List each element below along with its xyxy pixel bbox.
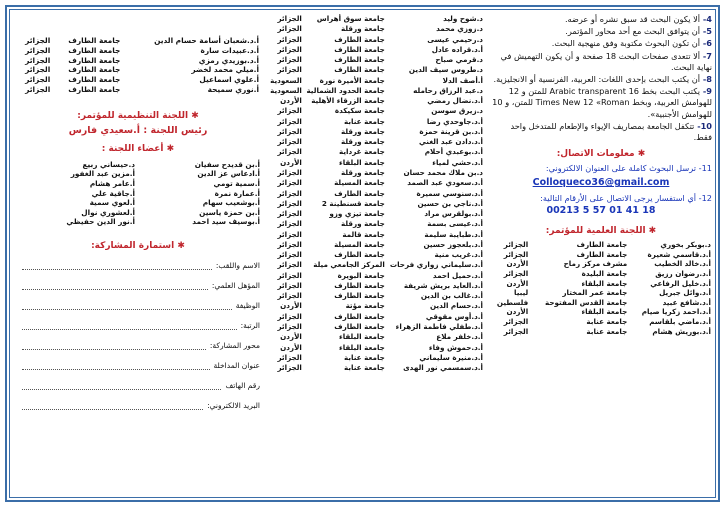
member-name: أ.د.قراده عادل: [431, 44, 483, 54]
condition-number: 7-: [700, 50, 712, 61]
form-row: [22, 341, 260, 350]
form-field-blank[interactable]: [22, 283, 208, 290]
member-name: أ.د.عيسى بسمة: [427, 219, 483, 229]
member-name: د.عبد الرزاق رحامله: [413, 85, 483, 95]
column-left: [16, 14, 260, 496]
member-country: الأردن: [280, 96, 302, 106]
member-country: الجزائر: [25, 84, 51, 94]
member-country: الجزائر: [503, 240, 529, 250]
condition-text: أن يتوافق البحث مع أحد محاور المؤتمر.: [565, 26, 701, 37]
member-country: الجزائر: [277, 352, 302, 362]
member-country: الجزائر: [277, 250, 302, 260]
member-name: أ.د.خلفر ملاع: [436, 332, 483, 342]
member-country: السعودية: [270, 85, 302, 95]
table-row: [268, 65, 484, 75]
table-row: [268, 291, 484, 301]
member-name: أ.د.حميل احمد: [432, 270, 483, 280]
form-field-label: رقم الهاتف: [225, 380, 260, 390]
member-country: فلسطين: [496, 297, 529, 307]
member-name: أ.د.سليماني زواري فرحات: [389, 260, 483, 270]
table-row: [268, 96, 484, 106]
member-institution: جامعة الطارف: [334, 291, 385, 301]
committee-member: أ.بوسيف سيد احمد: [192, 217, 260, 227]
member-institution: جامعة البليدة: [581, 269, 628, 279]
member-name: أ.د.غريب منية: [434, 250, 483, 260]
table-row: [268, 209, 484, 219]
member-name: أ.ميلي محمد لخضر: [191, 65, 259, 75]
scientific-committee-continued-left-table: [16, 36, 260, 95]
member-name: أ.د.بولقرس مراد: [424, 209, 483, 219]
member-country: الجزائر: [503, 269, 529, 279]
member-country: الجزائر: [277, 55, 302, 65]
member-institution: جامعة البويرة: [337, 270, 385, 280]
member-institution: جامعة قسنطينة 2: [321, 198, 385, 208]
committee-member: د.حيساني ربيع: [82, 159, 135, 169]
star-icon: ✱: [648, 226, 657, 237]
form-row: [22, 401, 260, 410]
table-row: [268, 332, 484, 342]
table-row: [268, 137, 484, 147]
condition-text: ألا يكون البحث قد سبق نشره أو عرضه.: [564, 14, 701, 24]
condition-number: 9-: [700, 86, 712, 97]
committee-members-header: ✱ أعضاء اللجنة :: [101, 143, 175, 154]
table-row: [268, 45, 484, 55]
committee-member: أ.بوشعيب سهام: [202, 198, 260, 208]
member-country: السعودية: [270, 75, 302, 85]
member-country: الجزائر: [25, 65, 51, 75]
contact-phone: 00213 5 57 01 41 18: [546, 205, 656, 217]
member-name: أ.د.العايد بريش شريفة: [403, 280, 483, 290]
scientific-committee-table: [490, 240, 712, 336]
member-name: أ.د.شافع عبيد: [662, 297, 711, 307]
member-country: الجزائر: [277, 260, 302, 270]
condition-item: [490, 26, 712, 37]
member-country: الجزائر: [277, 24, 302, 34]
table-row: [268, 312, 484, 322]
table-row: [268, 343, 484, 353]
star-icon: ✱: [166, 143, 175, 154]
member-institution: جامعة الطارف: [334, 44, 385, 54]
member-name: أ.د.قاسمي شعيرة: [647, 249, 711, 259]
condition-text: ألا تتعدى صفحات البحث 18 صفحة و أن يكون التهميش في نهاية البحث.: [500, 50, 712, 72]
member-institution: جامعة القدس المفتوحة: [544, 297, 628, 307]
member-country: الجزائر: [277, 137, 302, 147]
table-row: [268, 322, 484, 332]
condition-number: 5-: [700, 26, 712, 37]
table-row: [490, 317, 712, 327]
member-country: الجزائر: [25, 55, 51, 65]
star-icon: ✱: [177, 240, 185, 251]
form-field-label: محور المشاركة:: [209, 340, 260, 350]
member-name: د.بوبكر بخوري: [660, 240, 711, 250]
table-row: [490, 269, 712, 279]
member-name: أ.د.خالد الخطيب: [654, 259, 711, 269]
member-name: د.شوح وليد: [443, 14, 483, 23]
member-institution: جامعة الطارف: [334, 34, 385, 44]
form-field-blank[interactable]: [22, 263, 212, 270]
member-name: أ.د.احمد زكريا صيام: [641, 307, 711, 317]
member-country: الجزائر: [277, 167, 302, 177]
member-name: أ.د.أوس مقوقي: [425, 311, 483, 321]
member-country: ليبيا: [514, 288, 529, 298]
table-row: [268, 281, 484, 291]
committee-member: أ.بن قديدح سفيان: [194, 159, 260, 169]
form-field-blank[interactable]: [22, 383, 221, 390]
contact-email-link[interactable]: Colloqueco36@gmail.com: [532, 177, 670, 189]
form-row: [22, 321, 260, 330]
member-institution: جامعة عمر المختار: [562, 288, 628, 298]
table-row: [490, 307, 712, 317]
condition-text: يكتب البحث بخط Arabic transparent 16 للمتن و 12 للهوامش العربية، وبخط Times New 12 «Roman للمتن، و 10 للهوامش الأجنبية».: [492, 86, 712, 119]
member-institution: جامعة ورقلة: [340, 137, 385, 147]
condition-item: [490, 74, 712, 85]
table-row: [268, 35, 484, 45]
member-name: أ.د.دادن عبد الغني: [418, 137, 483, 147]
committee-member: أ.بن حمزة ياسين: [199, 207, 260, 217]
member-name: أ.د.غالب بن الدين: [420, 291, 483, 301]
committee-members-list: [16, 160, 260, 227]
committee-member: أ.مزين عبد الغفور: [70, 169, 135, 179]
table-row: [16, 36, 260, 46]
committee-member: أ.نور الدين حفيظي: [66, 217, 135, 227]
committee-member: أ.عامر هشام: [89, 178, 135, 188]
member-name: أ.د.بوريش هشام: [652, 326, 711, 336]
member-institution: المركز الجامعي ميلة: [313, 260, 385, 270]
member-name: د.زوزي محمد: [436, 24, 483, 34]
member-institution: جامعة الطارف: [68, 84, 121, 94]
form-field-blank[interactable]: [22, 323, 237, 330]
condition-item: [490, 121, 712, 143]
table-row: [268, 76, 484, 86]
member-name: أ.د.حسام الدين: [429, 301, 483, 311]
member-country: الجزائر: [277, 321, 302, 331]
member-country: الجزائر: [277, 44, 302, 54]
table-row: [268, 158, 484, 168]
form-row: [22, 381, 260, 390]
member-country: الجزائر: [277, 126, 302, 136]
member-institution: جامعة الطارف: [576, 240, 628, 250]
table-row: [490, 240, 712, 250]
condition-number: 4-: [700, 14, 712, 24]
star-icon: ✱: [191, 110, 199, 121]
table-row: [268, 117, 484, 127]
member-country: الجزائر: [25, 75, 51, 85]
member-institution: جامعة المسيلة: [334, 239, 385, 249]
member-name: أ.د.رضوان رزيق: [655, 269, 711, 279]
member-country: الجزائر: [277, 291, 302, 301]
table-row: [16, 46, 260, 56]
member-country: الجزائر: [277, 363, 302, 373]
member-institution: جامعة عنابة: [343, 363, 385, 373]
table-row: [268, 14, 484, 24]
table-row: [268, 363, 484, 373]
organizing-committee-header: ✱ اللجنة التنظيمية للمؤتمر:: [77, 110, 199, 121]
table-row: [16, 65, 260, 75]
table-row: [268, 178, 484, 188]
member-country: الجزائر: [277, 311, 302, 321]
member-name: أ.د.بوزيدي رمزي: [198, 55, 259, 65]
contact-line-11: 11- ترسل البحوث كاملة على العنوان الالكتروني:: [545, 163, 712, 174]
member-country: الجزائر: [277, 65, 302, 75]
table-row: [268, 219, 484, 229]
member-country: الجزائر: [503, 249, 529, 259]
member-country: الجزائر: [277, 270, 302, 280]
table-row: [16, 56, 260, 66]
member-name: أ.د.بلعجوز حسين: [423, 239, 483, 249]
member-institution: جامعة غرداية: [339, 147, 385, 157]
member-institution: مشرف مركز رماح: [563, 259, 628, 269]
member-institution: جامعة الطارف: [576, 249, 628, 259]
member-institution: جامعة الأميرة نورة: [319, 75, 385, 85]
member-name: د.بن ملاك محمد حسان: [403, 167, 483, 177]
table-row: [490, 250, 712, 260]
member-institution: جامعة الطارف: [68, 55, 121, 65]
star-icon: ✱: [637, 149, 646, 160]
committee-member: أ.لعوي سمية: [89, 198, 135, 208]
condition-text: تتكفل الجامعة بمصاريف الإيواء والإطعام للمتدخل واحد فقط.: [510, 120, 712, 143]
member-name: أ.د.نضال رمضي: [427, 96, 483, 106]
table-row: [268, 250, 484, 260]
member-institution: جامعة المسيلة: [334, 178, 385, 188]
condition-item: [490, 86, 712, 120]
form-field-blank[interactable]: [22, 303, 232, 310]
member-institution: جامعة مؤتة: [345, 301, 385, 311]
form-field-label: الوظيفة: [235, 300, 260, 310]
table-row: [268, 353, 484, 363]
member-institution: جامعة الطارف: [334, 188, 385, 198]
table-row: [16, 85, 260, 95]
form-field-label: البريد الالكتروني:: [207, 400, 260, 410]
member-country: الجزائر: [277, 178, 302, 188]
condition-number: 10-: [694, 120, 712, 131]
member-name: أ.د.شعبان أسامة حسام الدين: [154, 36, 259, 45]
member-name: د.رحيمي عيسى: [427, 34, 483, 44]
member-institution: جامعة الزرقاء الأهلية: [311, 96, 385, 106]
member-name: أ.د.خليل الرفاعي: [650, 278, 711, 288]
participation-form-header: ✱ استمارة المشاركة:: [91, 240, 185, 251]
form-field-label: الرتبة:: [240, 320, 260, 330]
member-institution: جامعة الطارف: [334, 280, 385, 290]
member-name: د.طروس سيف الدين: [408, 65, 483, 75]
member-country: الأردن: [280, 332, 302, 342]
contact-header: ✱ معلومات الاتصال:: [556, 149, 646, 160]
member-name: أ.د.ماضي بلقاسم: [649, 316, 711, 326]
table-row: [490, 288, 712, 298]
member-name: أ.علوي اسماعيل: [199, 75, 259, 85]
table-row: [268, 260, 484, 270]
member-name: أ.د.جاوحدي رضا: [426, 116, 483, 126]
contact-line-12: 12- أي استفسار يرجى الاتصال على الأرقام التالية:: [540, 193, 712, 204]
member-institution: جامعة البلقاء: [581, 278, 628, 288]
member-institution: جامعة عنابة: [586, 326, 628, 336]
table-row: [268, 199, 484, 209]
participation-form: [16, 261, 260, 410]
member-name: أ.د.منيرة سليماني: [419, 352, 483, 362]
table-row: [490, 259, 712, 269]
member-name: أ.د.سمسمي نور الهدى: [403, 363, 483, 373]
condition-number: 6-: [700, 38, 712, 49]
member-country: الأردن: [506, 278, 529, 288]
member-name: أ.د.وائل جبريل: [659, 288, 711, 298]
member-country: الجزائر: [277, 116, 302, 126]
member-institution: جامعة الطارف: [68, 65, 121, 75]
table-row: [268, 271, 484, 281]
member-name: أ.د.سعودي عبد الصمد: [407, 178, 483, 188]
member-name: أ.د.سنوسي سميرة: [416, 188, 483, 198]
table-row: [490, 279, 712, 289]
form-field-label: المؤهل العلمي:: [211, 280, 260, 290]
member-institution: جامعة البلقاء: [339, 342, 385, 352]
member-institution: جامعة البلقاء: [339, 157, 385, 167]
table-row: [268, 230, 484, 240]
member-country: الجزائر: [25, 45, 51, 55]
member-name: أ.د.ناجي بن حسين: [417, 198, 483, 208]
condition-item: [490, 51, 712, 73]
condition-item: [490, 38, 712, 49]
member-country: الأردن: [506, 307, 529, 317]
member-institution: جامعة الطارف: [68, 45, 121, 55]
member-institution: جامعة الحدود الشمالية: [306, 85, 385, 95]
committee-member: أ.لعشوري نوال: [81, 207, 135, 217]
member-institution: جامعة ورقلة: [340, 126, 385, 136]
committee-member: أ.سمية تومي: [213, 178, 260, 188]
member-country: الجزائر: [277, 106, 302, 116]
member-country: الجزائر: [277, 34, 302, 44]
member-name: أ.د.طبايبة سليمة: [424, 229, 483, 239]
form-row: [22, 361, 260, 370]
member-country: الجزائر: [277, 188, 302, 198]
member-country: الجزائر: [277, 219, 302, 229]
member-institution: جامعة ورقلة: [340, 219, 385, 229]
member-institution: جامعة عنابة: [343, 116, 385, 126]
member-institution: جامعة الطارف: [334, 55, 385, 65]
member-institution: جامعة ورقلة: [340, 24, 385, 34]
member-name: د.زيرق سوسن: [431, 106, 483, 116]
table-row: [268, 86, 484, 96]
form-row: [22, 281, 260, 290]
committee-member: أ.جاقية علي: [91, 188, 135, 198]
table-row: [268, 127, 484, 137]
member-name: أ.نوري سميحة: [207, 84, 259, 94]
member-institution: جامعة الطارف: [68, 36, 121, 45]
table-row: [16, 75, 260, 85]
condition-text: أن تكون البحوث مكتوبة وفق منهجية البحث.: [551, 38, 701, 49]
table-row: [268, 189, 484, 199]
member-name: أ.د.حموش وفاء: [428, 342, 483, 352]
form-field-blank[interactable]: [22, 363, 210, 370]
member-country: الأردن: [280, 157, 302, 167]
committee-president: رئيس اللجنة : أ.سعيدي فارس: [68, 124, 208, 136]
member-institution: جامعة الطارف: [334, 321, 385, 331]
member-institution: جامعة سوق أهراس: [316, 14, 385, 23]
table-row: [268, 240, 484, 250]
member-country: الأردن: [280, 301, 302, 311]
committee-member: أ.عمارة نمرة: [214, 188, 260, 198]
member-institution: جامعة البلقاء: [581, 307, 628, 317]
member-country: الجزائر: [277, 198, 302, 208]
member-institution: جامعة الطارف: [334, 311, 385, 321]
member-country: الأردن: [280, 342, 302, 352]
form-field-label: الاسم واللقب:: [215, 260, 260, 270]
member-name: أ.د.بن قرينة حمزة: [419, 126, 483, 136]
table-row: [268, 24, 484, 34]
condition-item: [490, 14, 712, 25]
member-institution: جامعة سكيكدة: [334, 106, 385, 116]
table-row: [268, 55, 484, 65]
member-country: الجزائر: [277, 229, 302, 239]
table-row: [268, 301, 484, 311]
member-name: د.قرمي صباح: [435, 55, 483, 65]
member-country: الجزائر: [277, 280, 302, 290]
form-field-blank[interactable]: [22, 343, 206, 350]
member-name: أ.د.بوعبدي أحلام: [424, 147, 483, 157]
table-row: [268, 106, 484, 116]
member-country: الأردن: [506, 259, 529, 269]
condition-text: أن يكتب البحث بإحدى اللغات: العربية، الفرنسية أو الانجليزية.: [493, 74, 701, 85]
member-institution: جامعة قالمة: [342, 229, 385, 239]
conditions-list: [490, 14, 712, 143]
member-institution: جامعة الطارف: [334, 65, 385, 75]
member-name: أ.د.حشي لمياء: [432, 157, 483, 167]
table-row: [490, 327, 712, 337]
scientific-committee-continued-table: [268, 14, 484, 373]
member-institution: جامعة عنابة: [343, 352, 385, 362]
member-country: الجزائر: [277, 14, 302, 23]
form-row: [22, 261, 260, 270]
member-country: الجزائر: [503, 326, 529, 336]
column-middle: [268, 14, 484, 496]
form-field-label: عنوان المداخلة: [213, 360, 260, 370]
table-row: [268, 168, 484, 178]
member-name: أ.أصف الدلا: [442, 75, 483, 85]
member-institution: جامعة تيزي وزو: [329, 209, 385, 219]
column-right: [490, 14, 712, 496]
member-country: الجزائر: [277, 209, 302, 219]
scientific-committee-header: ✱ اللجنة العلمية للمؤتمر:: [545, 226, 657, 237]
member-country: الجزائر: [503, 316, 529, 326]
member-country: الجزائر: [277, 239, 302, 249]
member-institution: جامعة ورقلة: [340, 167, 385, 177]
committee-member: أ.ادعاس عز الدين: [197, 169, 260, 179]
member-institution: جامعة البلقاء: [339, 332, 385, 342]
condition-number: 8-: [700, 74, 712, 85]
table-row: [490, 298, 712, 308]
form-field-blank[interactable]: [22, 403, 203, 410]
table-row: [268, 147, 484, 157]
member-country: الجزائر: [25, 36, 51, 45]
member-country: الجزائر: [277, 147, 302, 157]
member-name: أ.د.عبيدات سارة: [200, 45, 259, 55]
member-institution: جامعة الطارف: [68, 75, 121, 85]
member-institution: جامعة عنابة: [586, 316, 628, 326]
form-row: [22, 301, 260, 310]
member-name: أ.د.طفلي فاطمة الزهراء: [395, 321, 483, 331]
member-institution: جامعة الطارف: [334, 250, 385, 260]
